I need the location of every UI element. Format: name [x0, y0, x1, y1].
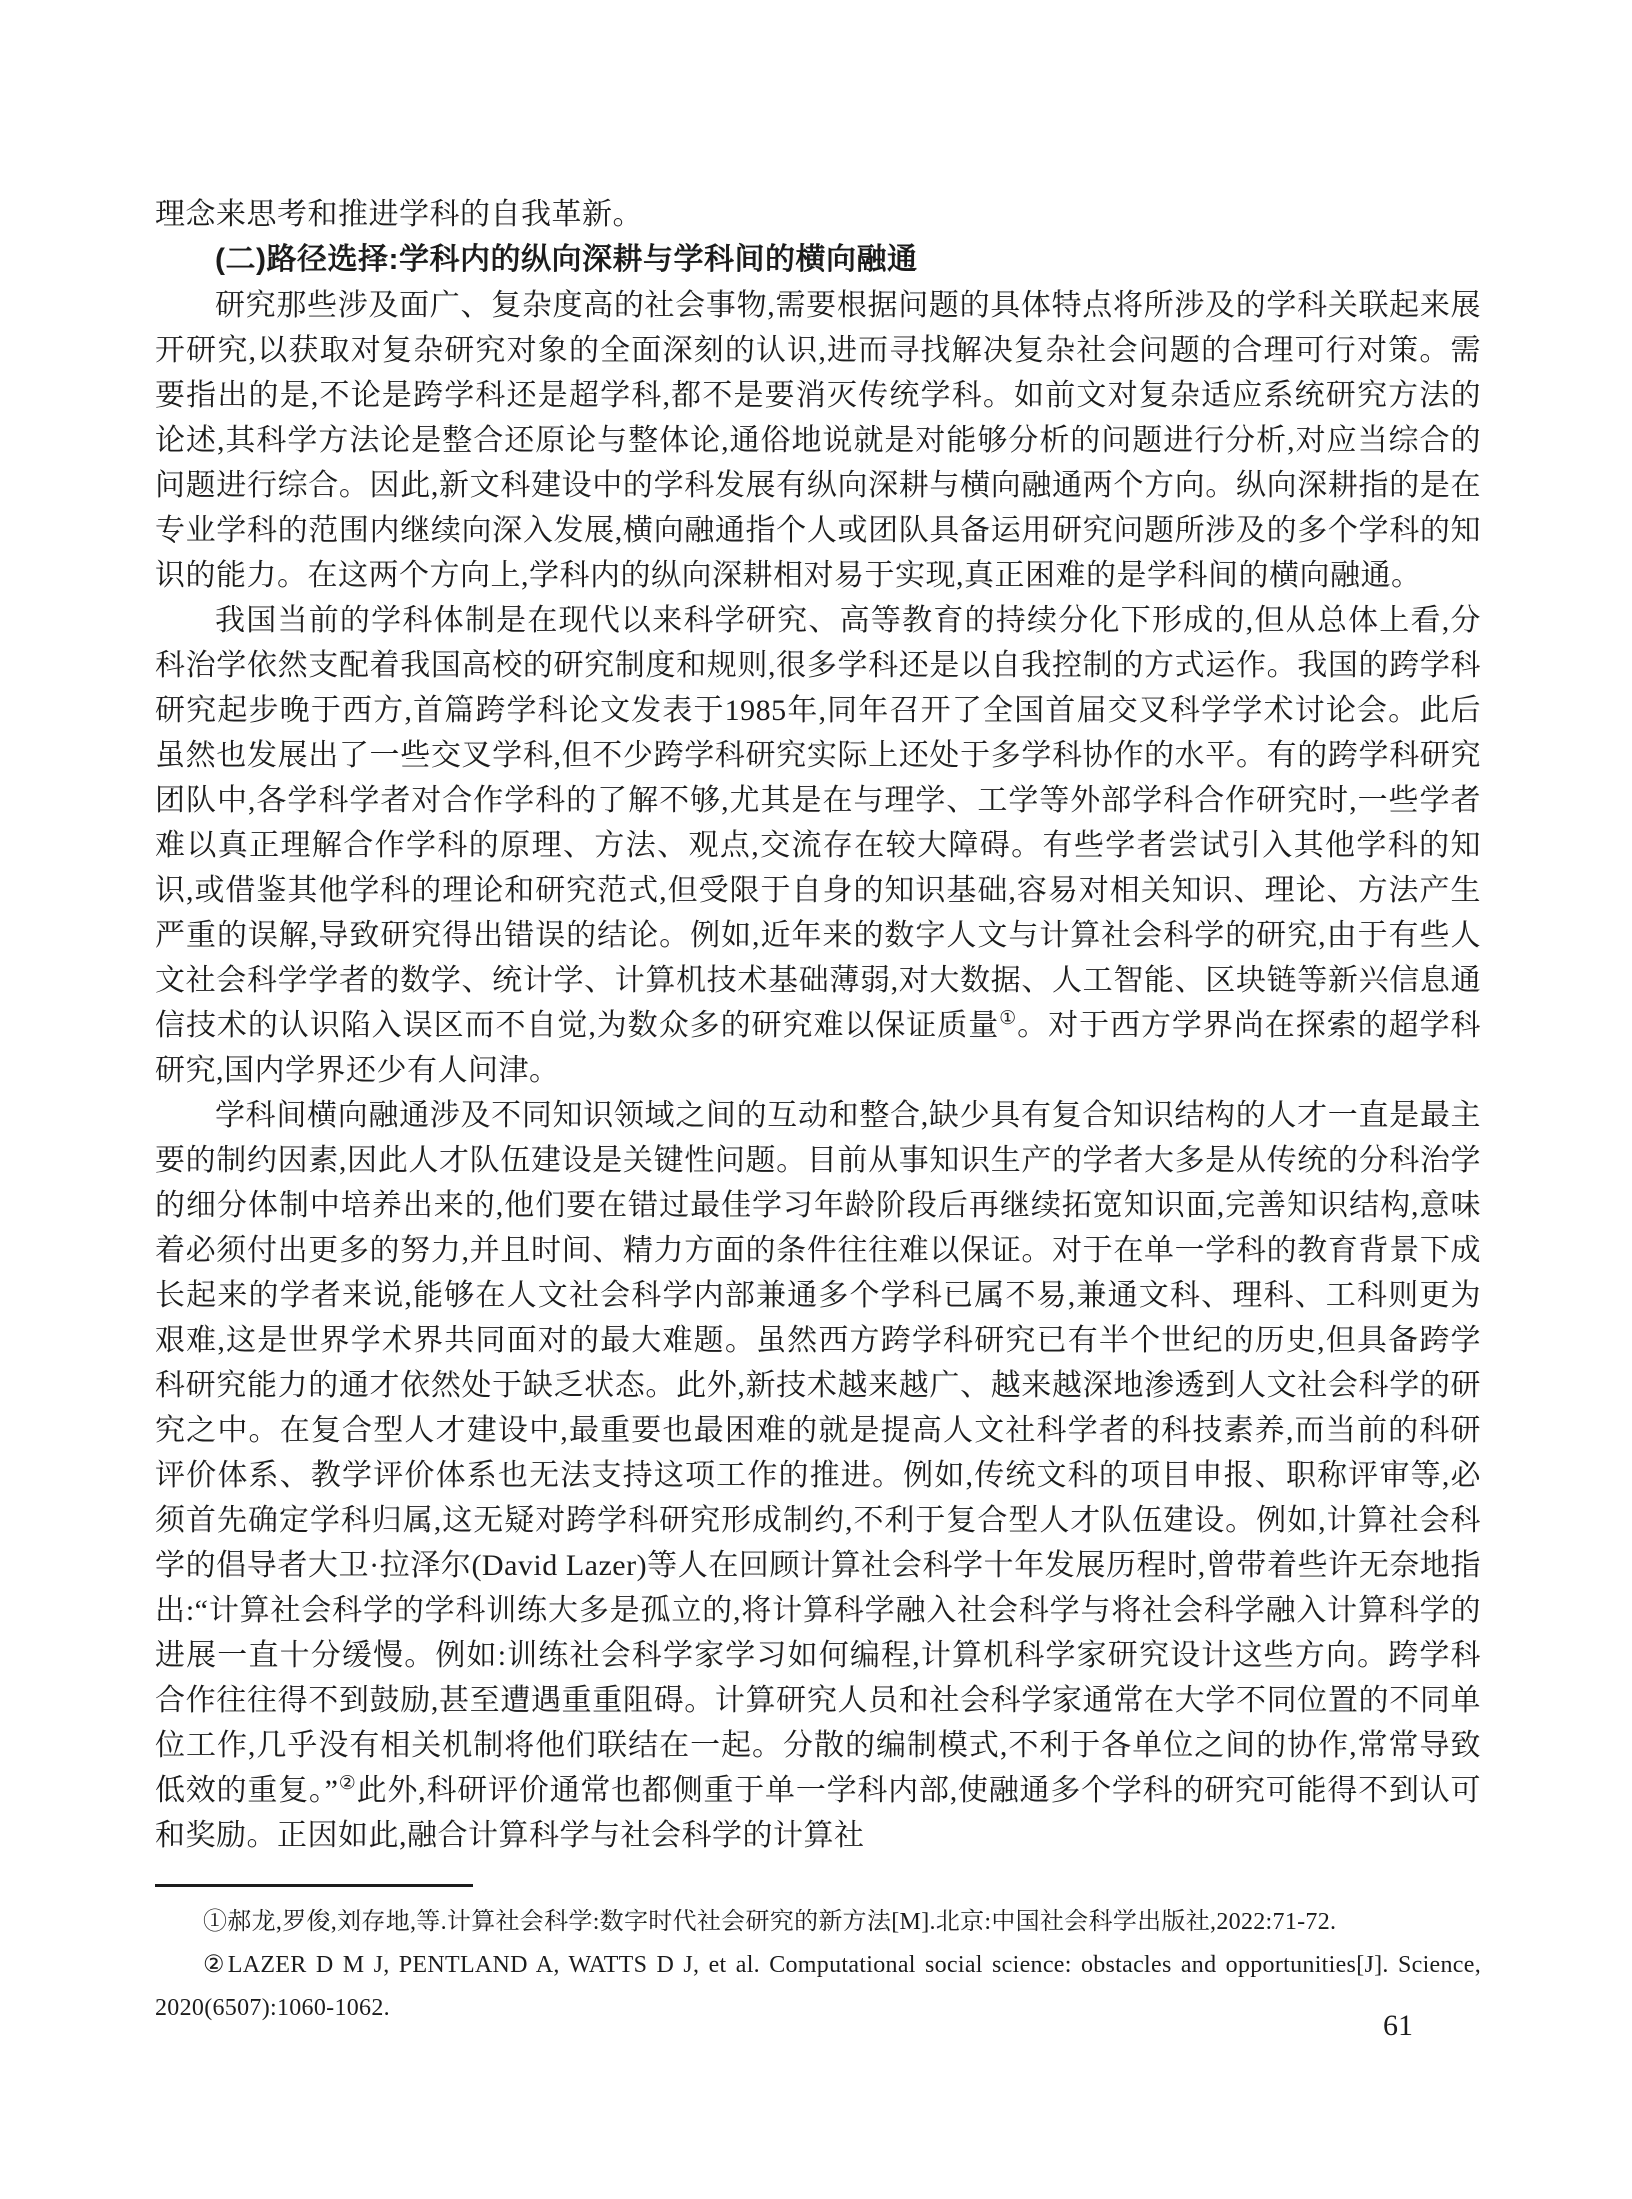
footnote-block — [155, 1884, 1481, 2030]
page-number: 61 — [1383, 2009, 1413, 2042]
body-paragraph-1: 研究那些涉及面广、复杂度高的社会事物,需要根据问题的具体特点将所涉及的学科关联起来展开研究,以获取对复杂研究对象的全面深刻的认识,进而寻找解决复杂社会问题的合理可行对策。需要指出的是,不论是跨学科还是超学科,都不是要消灭传统学科。如前文对复杂适应系统研究方法的论述,其科学方法论是整合还原论与整体论,通俗地说就是对能够分析的问题进行分析,对应当综合的问题进行综合。因此,新文科建设中的学科发展有纵向深耕与横向融通两个方向。纵向深耕指的是在专业学科的范围内继续向深入发展,横向融通指个人或团队具备运用研究问题所涉及的多个学科的知识的能力。在这两个方向上,学科内的纵向深耕相对易于实现,真正困难的是学科间的横向融通。 — [155, 289, 1481, 592]
body-paragraph-3: 学科间横向融通涉及不同知识领域之间的互动和整合,缺少具有复合知识结构的人才一直是最主要的制约因素,因此人才队伍建设是关键性问题。目前从事知识生产的学者大多是从传统的分科治学的细分体制中培养出来的,他们要在错过最佳学习年龄阶段后再继续拓宽知识面,完善知识结构,意味着必须付出更多的努力,并且时间、精力方面的条件往往难以保证。对于在单一学科的教育背景下成长起来的学者来说,能够在人文社会科学内部兼通多个学科已属不易,兼通文科、理科、工科则更为艰难,这是世界学术界共同面对的最大难题。虽然西方跨学科研究已有半个世纪的历史,但具备跨学科研究能力的通才依然处于缺乏状态。此外,新技术越来越广、越来越深地渗透到人文社会科学的研究之中。在复合型人才建设中,最重要也最困难的就是提高人文社科学者的科技素养,而当前的科研评价体系、教学评价体系也无法支持这项工作的推进。例如,传统文科的项目申报、职称评审等,必须首先确定学科归属,这无疑对跨学科研究形成制约,不利于复合型人才队伍建设。例如,计算社会科学的倡导者大卫·拉泽尔(David Lazer)等人在回顾计算社会科学十年发展历程时,曾带着些许无奈地指出:“计算社会科学的学科训练大多是孤立的,将计算科学融入社会科学与将社会科学融入计算科学的进展一直十分缓慢。例如:训练社会科学家学习如何编程,计算机科学家研究设计这些方向。跨学科合作往往得不到鼓励,甚至遭遇重重阻碍。计算研究人员和社会科学家通常在大学不同位置的不同单位工作,几乎没有相关机制将他们联结在一起。分散的编制模式,不利于各单位之间的协作,常常导致低效的重复。”②此外,科研评价通常也都侧重于单一学科内部,使融通多个学科的研究可能得不到认可和奖励。正因如此,融合计算科学与社会科学的计算社 — [155, 1099, 1481, 1852]
body-paragraph-2: 我国当前的学科体制是在现代以来科学研究、高等教育的持续分化下形成的,但从总体上看,分科治学依然支配着我国高校的研究制度和规则,很多学科还是以自我控制的方式运作。我国的跨学科研究起步晚于西方,首篇跨学科论文发表于1985年,同年召开了全国首届交叉科学学术讨论会。此后虽然也发展出了一些交叉学科,但不少跨学科研究实际上还处于多学科协作的水平。有的跨学科研究团队中,各学科学者对合作学科的了解不够,尤其是在与理学、工学等外部学科合作研究时,一些学者难以真正理解合作学科的原理、方法、观点,交流存在较大障碍。有些学者尝试引入其他学科的知识,或借鉴其他学科的理论和研究范式,但受限于自身的知识基础,容易对相关知识、理论、方法产生严重的误解,导致研究得出错误的结论。例如,近年来的数字人文与计算社会科学的研究,由于有些人文社会科学学者的数学、统计学、计算机技术基础薄弱,对大数据、人工智能、区块链等新兴信息通信技术的认识陷入误区而不自觉,为数众多的研究难以保证质量①。对于西方学界尚在探索的超学科研究,国内学界还少有人问津。 — [155, 604, 1482, 1087]
footnote-divider — [155, 1884, 473, 1887]
footnote-1: ①郝龙,罗俊,刘存地,等.计算社会科学:数字时代社会研究的新方法[M].北京:中国社会科学出版社,2022:71-72. — [203, 1909, 1337, 1935]
footnote-reference-mark: ② — [338, 1773, 357, 1794]
body-text-block — [155, 192, 1481, 1858]
paragraph-continuation: 理念来思考和推进学科的自我革新。 — [155, 198, 643, 231]
footnote-reference-mark: ① — [999, 1008, 1018, 1029]
footnote-2: ②LAZER D M J, PENTLAND A, WATTS D J, et al. Computational social science: obstacles and opportunities[J]. Science, 2020(6507):1060-1062. — [155, 1952, 1481, 2021]
section-heading: (二)路径选择:学科内的纵向深耕与学科间的横向融通 — [215, 243, 918, 276]
